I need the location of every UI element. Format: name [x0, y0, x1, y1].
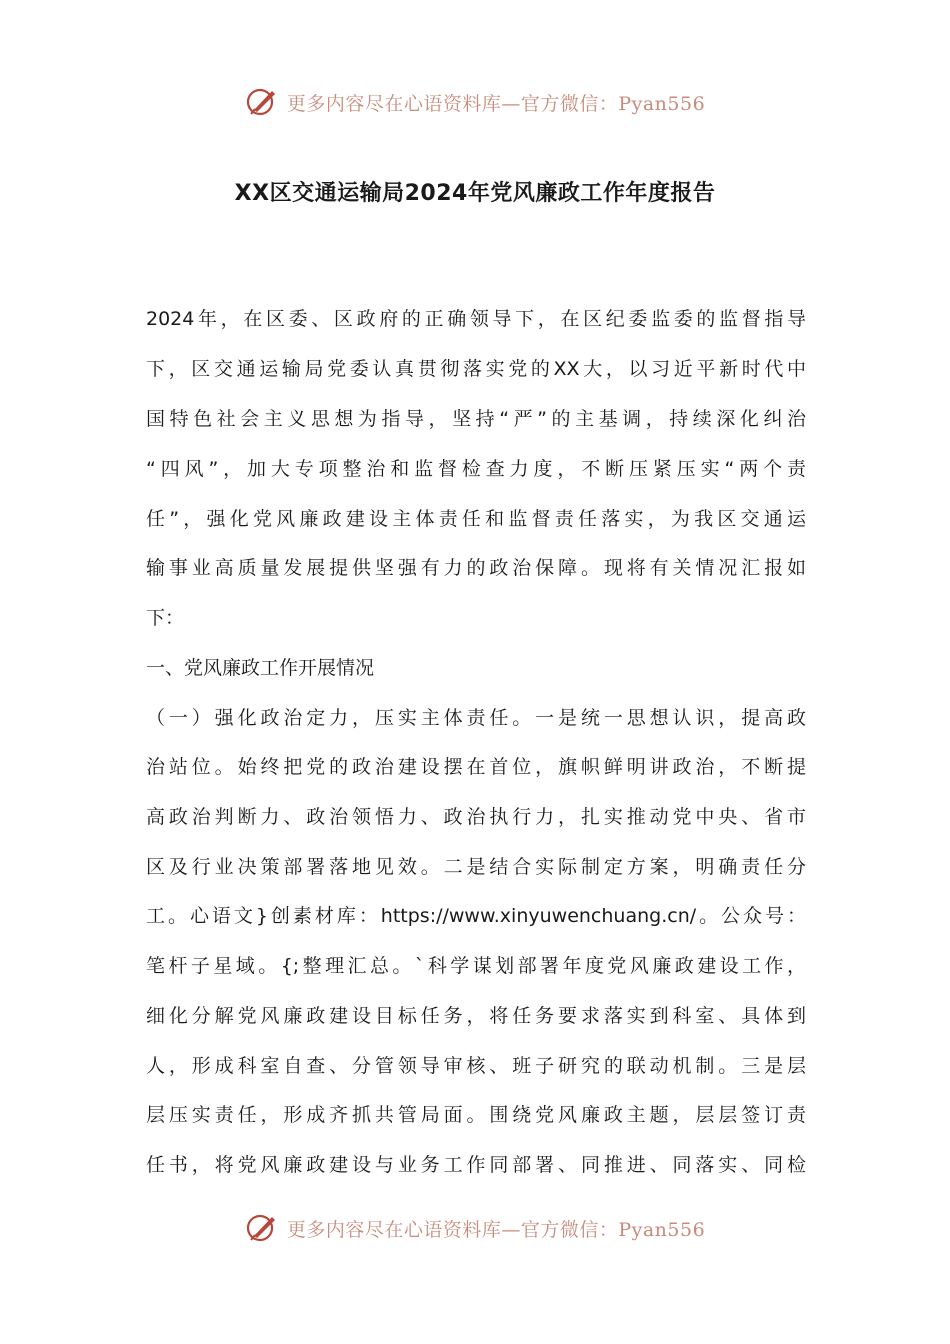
- header-banner-text: 更多内容尽在心语资料库—官方微信：Pyan556: [286, 92, 706, 115]
- section-heading: 一、党风廉政工作开展情况: [146, 657, 375, 679]
- body-line: 任书，将党风廉政建设与业务工作同部署、同推进、同落实、同检: [146, 1154, 806, 1176]
- body-line: （一）强化政治定力，压实主体责任。一是统一思想认识，提高政: [146, 707, 806, 729]
- document-title: XX区交通运输局2024年党风廉政工作年度报告: [234, 181, 716, 206]
- body-line: 下：: [146, 607, 185, 629]
- body-line: 2024年，在区委、区政府的正确领导下，在区纪委监委的监督指导: [146, 308, 806, 330]
- footer-banner-text: 更多内容尽在心语资料库—官方微信：Pyan556: [286, 1218, 706, 1241]
- body-line: 下，区交通运输局党委认真贯彻落实党的XX大，以习近平新时代中: [146, 358, 806, 380]
- header-watermark-banner: [0, 82, 950, 122]
- body-line: “四风”，加大专项整治和监督检查力度，不断压紧压实“两个责: [146, 458, 806, 480]
- body-line: 笔杆子星域。{;整理汇总。`科学谋划部署年度党风廉政建设工作，: [146, 955, 806, 977]
- body-line: 细化分解党风廉政建设目标任务，将任务要求落实到科室、具体到: [146, 1005, 806, 1027]
- body-line: 层压实责任，形成齐抓共管局面。围绕党风廉政主题，层层签订责: [146, 1104, 806, 1126]
- footer-watermark-banner: [0, 1208, 950, 1248]
- body-line: 治站位。始终把党的政治建设摆在首位，旗帜鲜明讲政治，不断提: [146, 756, 806, 778]
- body-line: 任”，强化党风廉政建设主体责任和监督责任落实，为我区交通运: [146, 508, 806, 530]
- quill-logo-icon: [245, 85, 279, 119]
- body-line: 区及行业决策部署落地见效。二是结合实际制定方案，明确责任分: [146, 856, 806, 878]
- body-line: 高政治判断力、政治领悟力、政治执行力，扎实推动党中央、省市: [146, 806, 806, 828]
- quill-logo-icon: [245, 1211, 279, 1245]
- body-line: 人，形成科室自查、分管领导审核、班子研究的联动机制。三是层: [146, 1055, 806, 1077]
- body-line: 国特色社会主义思想为指导，坚持“严”的主基调，持续深化纠治: [146, 408, 806, 430]
- body-line: 输事业高质量发展提供坚强有力的政治保障。现将有关情况汇报如: [146, 557, 806, 579]
- body-line: 工。心语文}创素材库：https://www.xinyuwenchuang.cn/。公众号：: [146, 905, 806, 927]
